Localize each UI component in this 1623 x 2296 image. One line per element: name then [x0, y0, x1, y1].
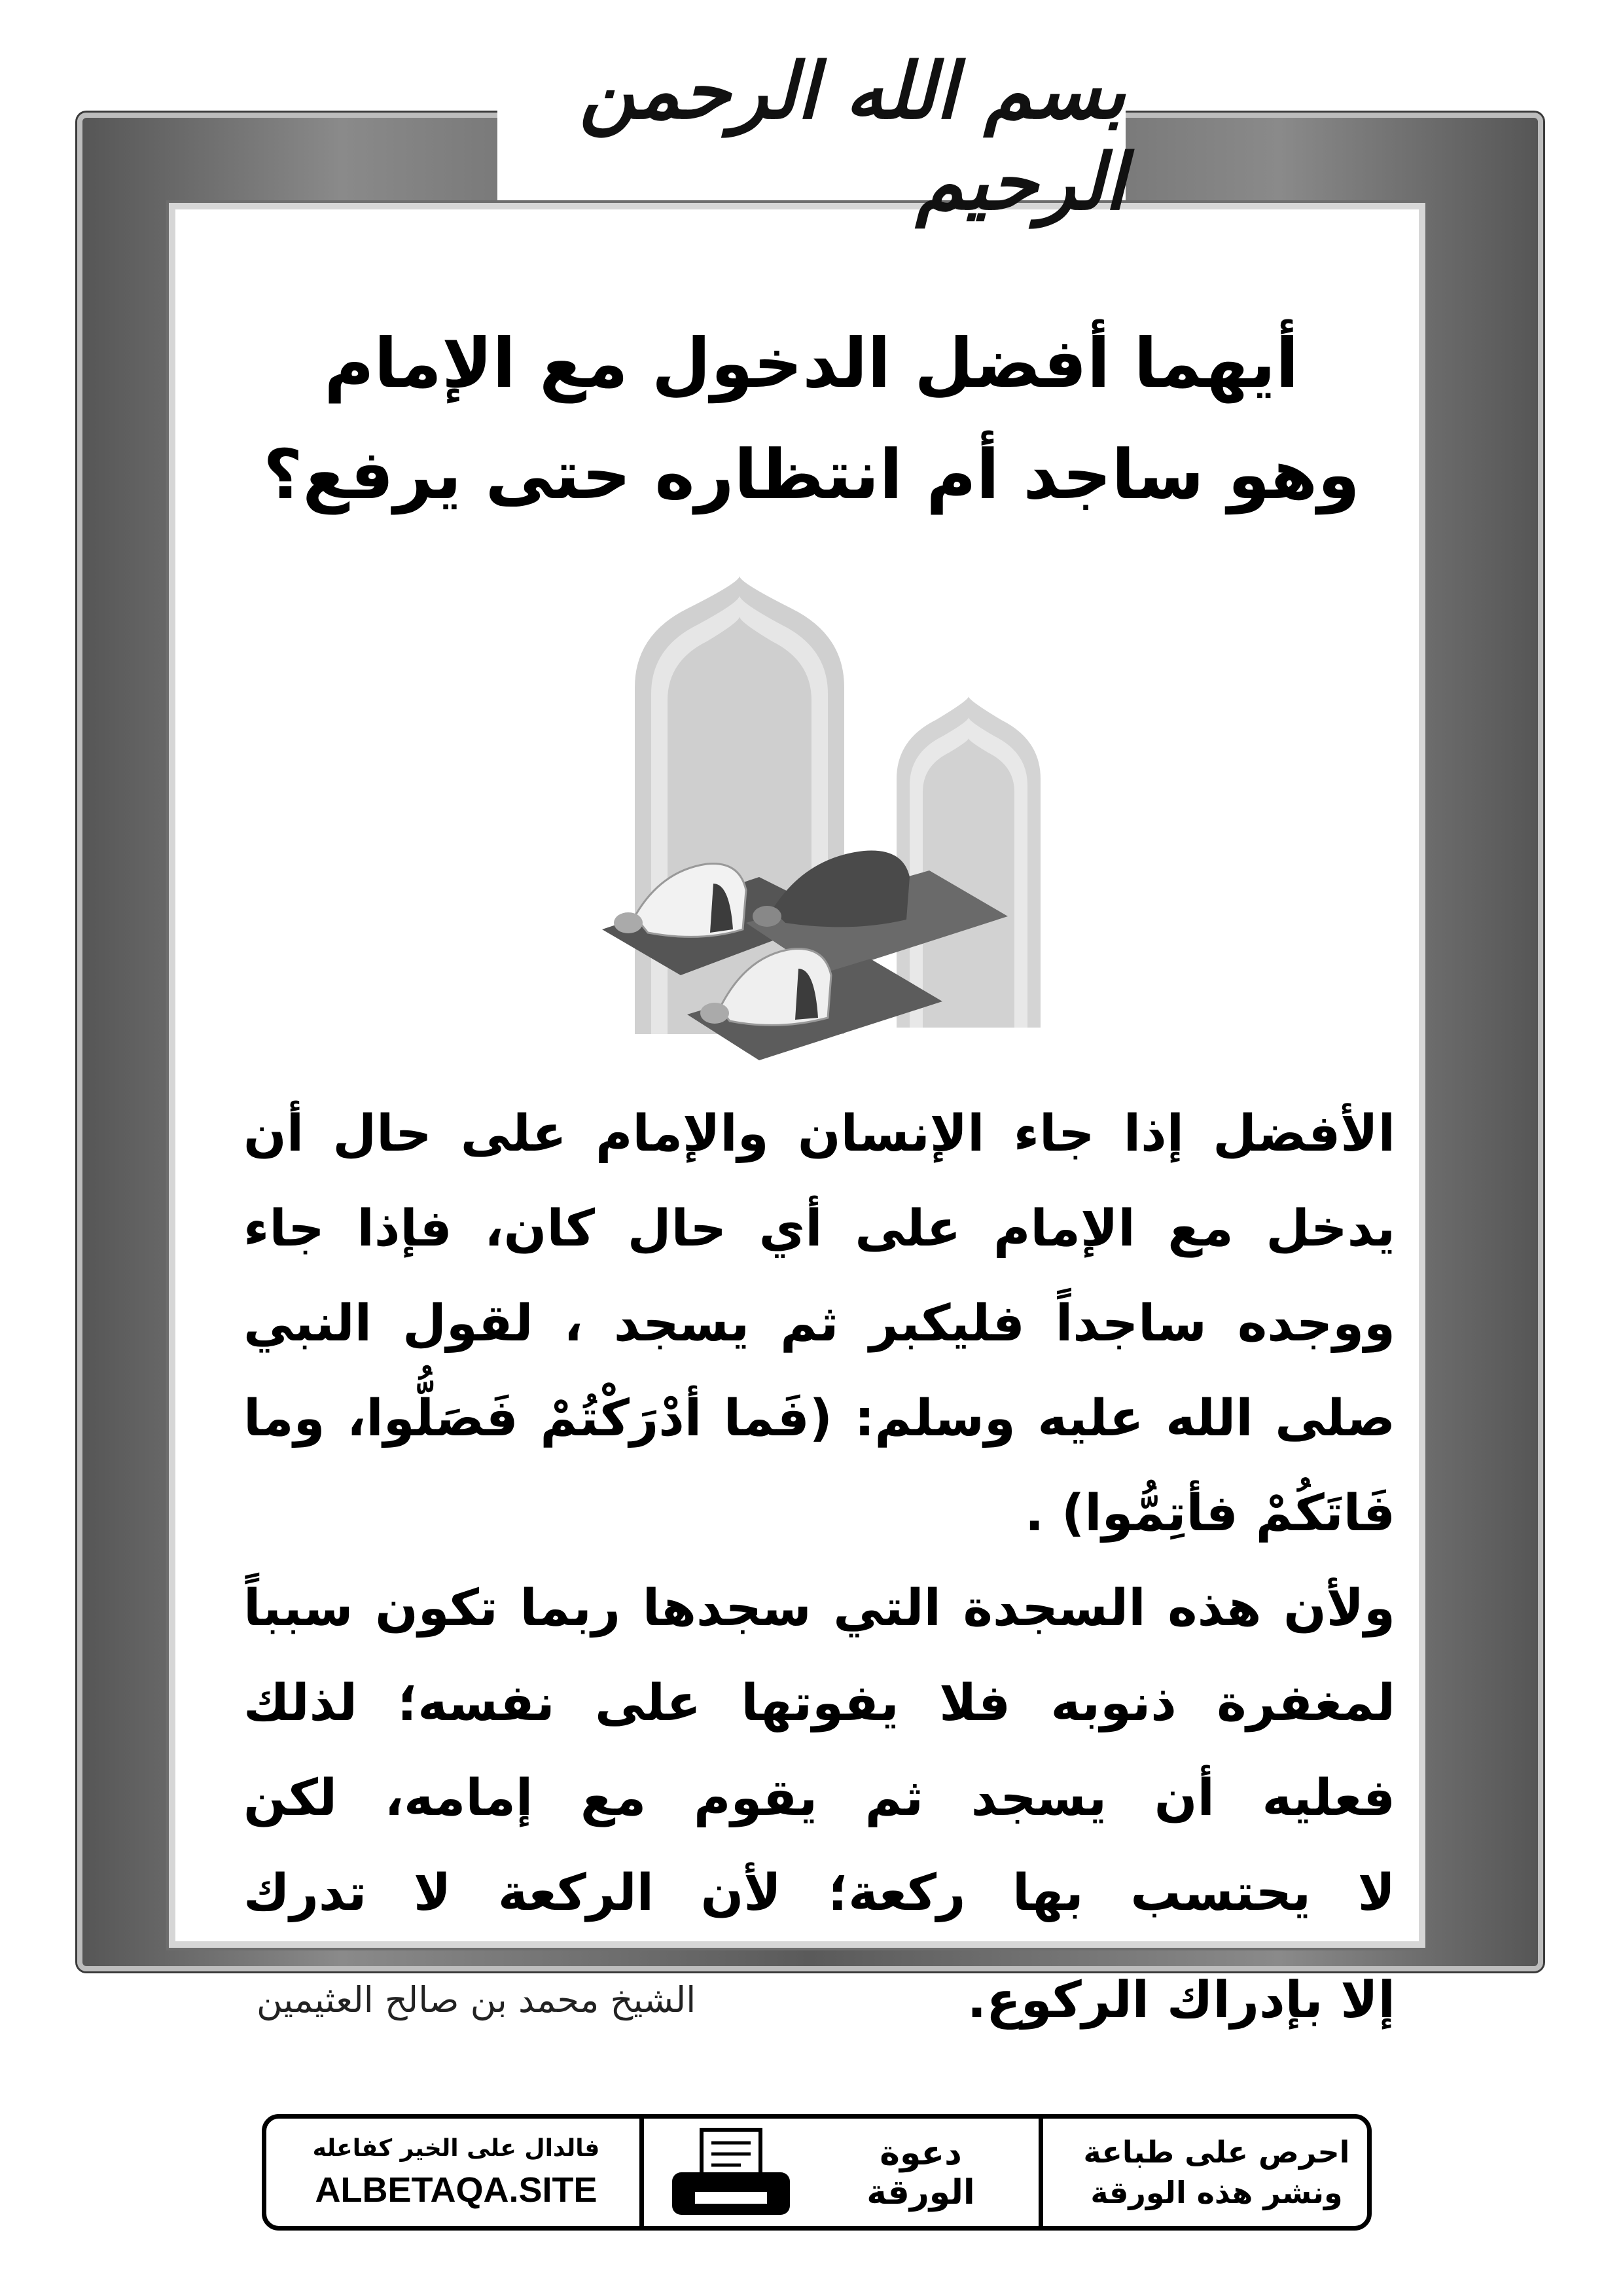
- footer-print-reminder: [1079, 2132, 1354, 2213]
- closing-sentence: إلا بإدراك الركوع.: [967, 1971, 1395, 2030]
- logo-line-1: دعوة: [880, 2134, 962, 2173]
- title-line-2: وهو ساجد أم انتظاره حتى يرفع؟: [263, 435, 1360, 514]
- fatwa-body: [243, 1086, 1395, 1941]
- paragraph-2-line-1: ولأن هذه السجدة التي سجدها ربما تكون سبباً: [243, 1579, 1395, 1638]
- logo-line-2: الورقة: [866, 2173, 975, 2212]
- footer-website: [286, 2130, 626, 2213]
- paragraph-2-line-4: لا يحتسب بها ركعة؛ لأن الركعة لا تدرك: [243, 1864, 1395, 1922]
- paragraph-2: [243, 1561, 1395, 1941]
- paragraph-2-line-3: فعليه أن يسجد ثم يقوم مع إمامه، لكن: [243, 1769, 1395, 1827]
- footer-right-line-1: احرص على طباعة: [1083, 2134, 1350, 2170]
- paragraph-2-line-2: لمغفرة ذنوبه فلا يفوتها على نفسه؛ لذلك: [243, 1674, 1395, 1732]
- page-title: [229, 308, 1394, 530]
- closing-row: [243, 1971, 1395, 2056]
- paragraph-1: [243, 1086, 1395, 1561]
- paragraph-1-line-5: فَاتَكُمْ فأتِمُّوا) .: [1025, 1484, 1395, 1543]
- prostrating-figure-white: [614, 864, 746, 937]
- website-link[interactable]: ALBETAQA.SITE: [315, 2170, 597, 2210]
- footer-divider-left: [639, 2119, 644, 2226]
- footer-divider-right: [1039, 2119, 1043, 2226]
- paragraph-1-line-2: يدخل مع الإمام على أي حال كان، فإذا جاء: [243, 1200, 1395, 1258]
- footer-right-line-2: ونشر هذه الورقة: [1090, 2175, 1343, 2210]
- basmala-calligraphy: بسم الله الرحمن الرحيم: [579, 45, 1126, 227]
- paragraph-1-line-4: صلى الله عليه وسلم: (فَما أدْرَكْتُمْ فَصَلُّوا، وما: [243, 1390, 1395, 1448]
- dawa-logo: [842, 2124, 999, 2222]
- mosque-arch-small: [897, 696, 1041, 1028]
- paragraph-1-line-3: ووجده ساجداً فليكبر ثم يسجد ، لقول النبي: [243, 1295, 1395, 1353]
- title-line-1: أيهما أفضل الدخول مع الإمام: [324, 323, 1299, 403]
- author-attribution: الشيخ محمد بن صالح العثيمين: [257, 1979, 696, 2020]
- footer-left-line-1: فالدال على الخير كفاعله: [312, 2135, 600, 2162]
- paragraph-1-line-1: الأفضل إذا جاء الإنسان والإمام على حال أن: [243, 1105, 1395, 1163]
- footer-bar: [262, 2114, 1372, 2231]
- praying-people-mosque-icon: [589, 576, 1086, 1073]
- printer-icon: [666, 2126, 796, 2225]
